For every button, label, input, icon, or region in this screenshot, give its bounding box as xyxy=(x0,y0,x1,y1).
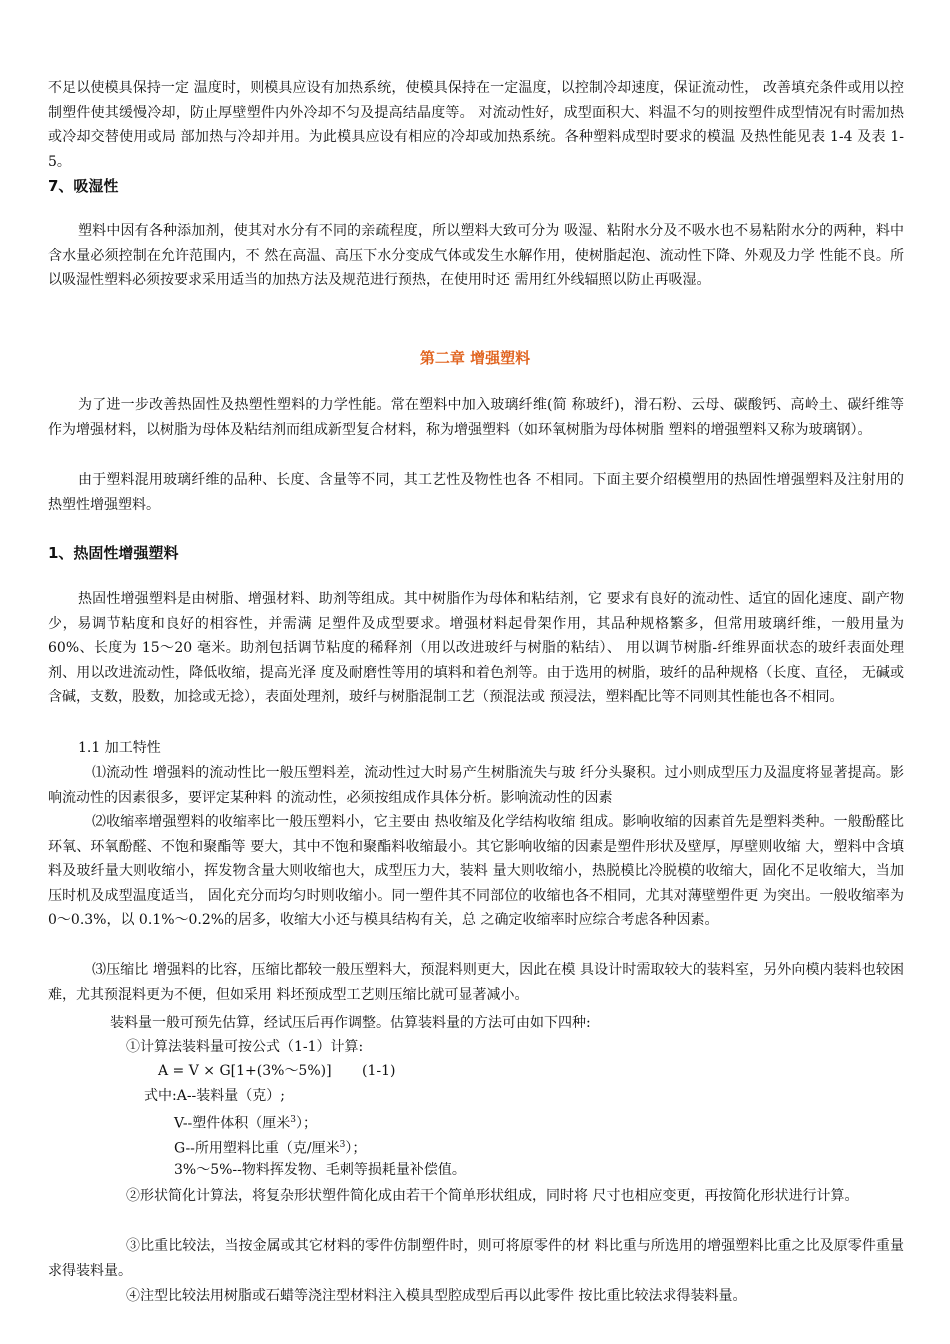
paragraph-reinforced-intro: 为了进一步改善热固性及热塑性塑料的力学性能。常在塑料中加入玻璃纤维(简 称玻纤)，滑石粉、云母、碳酸钙、高岭土、碳纤维等作为增强材料，以树脂为母体及粘结剂而组成新型复合材料，称为增强塑料（如环氧树脂为母体树脂 塑料的增强塑料又称为玻璃钢）。 xyxy=(48,397,904,438)
line-charge-estimate: 装料量一般可预先估算，经试压后再作调整。估算装料量的方法可由如下四种: xyxy=(110,1015,591,1031)
paragraph-mold-temperature: 不足以使模具保持一定 温度时，则模具应设有加热系统，使模具保持在一定温度，以控制冷却速度，保证流动性， 改善填充条件或用以控制塑件使其缓慢冷却，防止厚壁塑件内外冷却不匀及提高结晶度等。 对流动性好，成型面积大、料温不匀的则按塑件成型情况有时需加热或冷却交替使用或局 部加热与冷却并用。为此模具应设有相应的冷却或加热系统。各种塑料成型时要求的模温 及热性能见表 1-4 及表 1-5。 xyxy=(48,80,904,170)
paragraph-moisture: 塑料中因有各种添加剂，使其对水分有不同的亲疏程度，所以塑料大致可分为 吸湿、粘附水分及不吸水也不易粘附水分的两种，料中含水量必须控制在允许范围内，不 然在高温、高压下水分变成气体或发生水解作用，使树脂起泡、流动性下降、外观及力学 性能不良。所以吸湿性塑料必须按要求采用适当的加热方法及规范进行预热，在使用时还 需用红外线辐照以防止再吸湿。 xyxy=(48,223,904,288)
paragraph-density-comparison: ③比重比较法，当按金属或其它材料的零件仿制塑件时，则可将原零件的材 料比重与所选用的增强塑料比重之比及原零件重量求得装料量。 xyxy=(48,1238,904,1279)
paragraph-reinforced-types: 由于塑料混用玻璃纤维的品种、长度、含量等不同，其工艺性及物性也各 不相同。下面主要介绍模塑用的热固性增强塑料及注射用的热塑性增强塑料。 xyxy=(48,472,904,513)
formula-expression: A = V × G[1+(3%～5%)] xyxy=(158,1063,332,1079)
formula xyxy=(158,1059,396,1083)
line-where-g: G--所用塑料比重（克/厘米$^3$）； xyxy=(174,1140,367,1157)
paragraph-compression-ratio: ⑶压缩比 增强料的比容，压缩比都较一般压塑料大，预混料则更大，因此在模 具设计时需取较大的装料室，另外向模内装料也较困难，尤其预混料更为不便，但如采用 料坯预成型工艺则压缩比就可显著减小。 xyxy=(48,962,904,1003)
line-where-v: V--塑件体积（厘米$^3$）； xyxy=(174,1115,318,1132)
line-method-calculation: ①计算法装料量可按公式（1-1）计算: xyxy=(126,1039,364,1055)
subsection-heading-processing: 1.1 加工特性 xyxy=(78,740,161,756)
line-where-loss: 3%～5%--物料挥发物、毛刺等损耗量补偿值。 xyxy=(174,1162,466,1178)
section-heading-moisture: 7、吸湿性 xyxy=(48,177,119,195)
superscript: 3 xyxy=(339,1140,346,1150)
paragraph-thermoset-composition: 热固性增强塑料是由树脂、增强材料、助剂等组成。其中树脂作为母体和粘结剂，它 要求有良好的流动性、适宜的固化速度、副产物少，易调节粘度和良好的相容性，并需满 足塑件及成型要求。增强材料起骨架作用，其品种规格繁多，但常用玻璃纤维，一般用量为 60%、长度为 15～20 毫米。助剂包括调节粘度的稀释剂（用以改进玻纤与树脂的粘结）、 用以调节树脂-纤维界面状态的玻纤表面处理剂、用以改进流动性，降低收缩，提高光泽 度及耐磨性等用的填料和着色剂等。由于选用的树脂，玻纤的品种规格（长度、直径， 无碱或含碱，支数，股数，加捻或无捻），表面处理剂，玻纤与树脂混制工艺（预混法或 预浸法，塑料配比等不同则其性能也各不相同。 xyxy=(48,591,904,705)
section-heading-thermoset: 1、热固性增强塑料 xyxy=(48,544,179,562)
formula-number: (1-1) xyxy=(362,1063,396,1079)
paragraph-flowability: ⑴流动性 增强料的流动性比一般压塑料差，流动性过大时易产生树脂流失与玻 纤分头聚积。过小则成型压力及温度将显著提高。影响流动性的因素很多，要评定某种料 的流动性，必须按组成作具体分析。影响流动性的因素 xyxy=(48,765,904,806)
paragraph-shape-simplification: ②形状简化计算法，将复杂形状塑件简化成由若干个简单形状组成，同时将 尺寸也相应变更，再按简化形状进行计算。 xyxy=(126,1188,859,1204)
line-where-a: 式中:A--装料量（克）; xyxy=(144,1088,286,1104)
paragraph-shrinkage: ⑵收缩率增强塑料的收缩率比一般压塑料小，它主要由 热收缩及化学结构收缩 组成。影响收缩的因素首先是塑料类种。一般酚醛比环氧、环氧酚醛、不饱和聚酯等 要大，其中不饱和聚酯料收缩最小。其它影响收缩的因素是塑件形状及壁厚，厚壁则收缩 大，塑料中含填料及玻纤量大则收缩小，挥发物含量大则收缩也大，成型压力大，装料 量大则收缩小，热脱模比冷脱模的收缩大，固化不足收缩大，当加压时机及成型温度适当， 固化充分而均匀时则收缩小。同一塑件其不同部位的收缩也各不相同，尤其对薄壁塑件更 为突出。一般收缩率为 0～0.3%，以 0.1%～0.2%的居多，收缩大小还与模具结构有关，总 之确定收缩率时应综合考虑各种因素。 xyxy=(48,814,904,928)
chapter-title: 第二章 增强塑料 xyxy=(419,349,531,367)
line-casting-comparison: ④注型比较法用树脂或石蜡等浇注型材料注入模具型腔成型后再以此零件 按比重比较法求得装料量。 xyxy=(126,1288,747,1304)
superscript: 3 xyxy=(290,1115,297,1125)
